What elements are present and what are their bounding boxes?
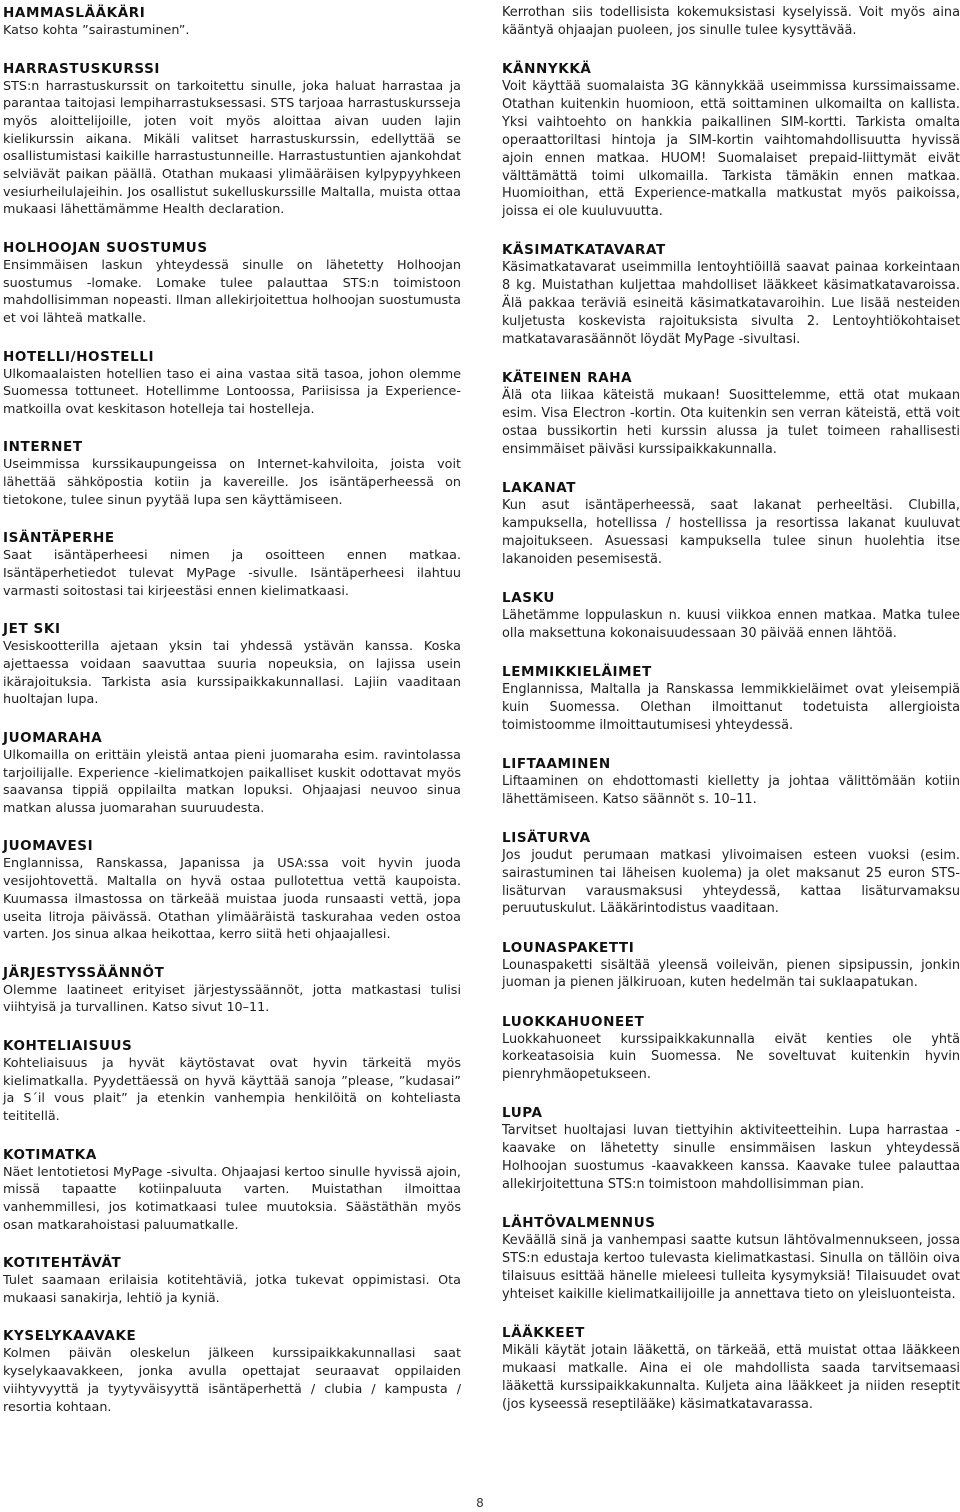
section <box>3 1037 461 1126</box>
section <box>502 589 960 643</box>
section-body: Katso kohta ”sairastuminen”. <box>3 23 190 38</box>
section <box>3 438 461 509</box>
section-body: Lounaspaketti sisältää yleensä voileivän, pienen sipsipussin, jonkin juoman ja pienen jälkiruoan, kuten hedelmän tai suklaapatukan. <box>502 957 960 991</box>
section-body: Näet lentotietosi MyPage -sivulta. Ohjaajasi kertoo sinulle hyvissä ajoin, missä tapaatte kotiinpaluuta varten. Muistathan ilmoittaa vanhemmillesi, jos kotimatkaasi tulee muutoksia. Säästäthän myös osan matkarahoistasi paluumatkalle. <box>3 1164 461 1233</box>
section-heading: HOTELLI/HOSTELLI <box>3 348 155 365</box>
section-body: Ulkomaalaisten hotellien taso ei aina vastaa sitä tasoa, johon olemme Suomessa tottuneet. Hotellimme Lontoossa, Pariisissa ja Experience-matkoilla ovat keskitason hotelleja tai hostelleja. <box>3 366 461 417</box>
section <box>3 964 461 1017</box>
section <box>3 1327 461 1416</box>
left-column <box>3 4 461 1436</box>
section-body: Älä ota liikaa käteistä mukaan! Suosittelemme, että otat mukaan esim. Visa Electron -kortin. Ota kuitenkin sen verran käteistä, että voit ostaa bussikortin heti kurssin alussa ja tulet toimeen rahallisesti ensimmäiset päiväsi kurssipaikkakunnalla. <box>502 388 960 457</box>
section-heading: JUOMARAHA <box>3 729 103 746</box>
section-body: Englannissa, Maltalla ja Ranskassa lemmikkieläimet ovat yleisempiä kuin Suomessa. Olethan ilmoittanut todetuista allergioista toimistoomme ilmoittautumisesi yhteydessä. <box>502 681 960 733</box>
section-body: Lähetämme loppulaskun n. kuusi viikkoa ennen matkaa. Matka tulee olla maksettuna kokonaisuudessaan 30 päivää ennen lähtöä. <box>502 607 960 641</box>
section-heading: LÄÄKKEET <box>502 1325 585 1342</box>
section <box>3 1254 461 1307</box>
section-heading: LEMMIKKIELÄIMET <box>502 663 652 680</box>
section <box>502 755 960 809</box>
section-body: Kun asut isäntäperheessä, saat lakanat perheeltäsi. Clubilla, kampuksella, hotellissa / hostellissa ja resortissa lakanat kuuluvat majoitukseen. Asuessasi kampuksella tulee sinun huolehtia itse lakanoiden pesemisestä. <box>502 497 960 567</box>
section-heading: LUOKKAHUONEET <box>502 1013 645 1030</box>
section <box>502 663 960 735</box>
section <box>3 4 461 40</box>
section-heading: HARRASTUSKURSSI <box>3 60 161 77</box>
section-heading: LISÄTURVA <box>502 829 591 846</box>
section-heading: LÄHTÖVALMENNUS <box>502 1215 656 1232</box>
section-body: Vesiskootterilla ajetaan yksin tai yhdessä ystävän kanssa. Koska ajettaessa voidaan saavuttaa suuria nopeuksia, on lajissa usein ikärajoituksia. Tarkista asia kurssipaikkakunnallasi. Lajiin vaaditaan huoltajan lupa. <box>3 639 461 708</box>
section-body: STS:n harrastuskurssit on tarkoitettu sinulle, joka haluat harrastaa ja parantaa taitojasi lempiharrastuksessasi. STS tarjoaa harrastuskursseja myös aloittelijoille, joten voit myös aloittaa aivan uuden lajin kielikurssin aikana. Mikäli valitset harrastuskurssin, edellyttää se osallistumistasi kaikille harrastustunneille. Harrastustuntien ajankohdat selviävät paikan päällä. Otathan mukaasi ylimääräisen kylpypyyhkeen vesiurheilulajeihin. Jos osallistut sukelluskurssille Maltalla, muista ottaa mukaasi lähettämämme Health declaration. <box>3 78 461 218</box>
section <box>3 837 461 944</box>
section-body: Saat isäntäperheesi nimen ja osoitteen ennen matkaa. Isäntäperhetiedot tulevat MyPage -sivulle. Isäntäperheesi ilahtuu varmasti soitostasi tai kirjeestäsi ennen kielimatkaasi. <box>3 548 461 599</box>
section <box>502 829 960 919</box>
section-body: Olemme laatineet erityiset järjestyssäännöt, jotta matkastasi tulisi viihtyisä ja turvallinen. Katso sivut 10–11. <box>3 982 461 1016</box>
section-heading: LUPA <box>502 1105 543 1122</box>
section <box>502 939 960 993</box>
section-body: Mikäli käytät jotain lääkettä, on tärkeää, että muistat ottaa lääkkeen mukaasi matkalle. Aina ei ole mahdollista saada tarvitsemaasi lääkettä kurssipaikkakunnalta. Kuljeta aina lääkkeet ja niiden reseptit (jos kyseessä reseptilääke) käsimatkatavarassa. <box>502 1343 960 1412</box>
section <box>502 1324 960 1414</box>
section-heading: JÄRJESTYSSÄÄNNÖT <box>3 964 165 981</box>
section-body: Tarvitset huoltajasi luvan tiettyihin aktiviteetteihin. Lupa harrastaa -kaavake on lähetetty sinulle ensimmäisen laskun yhteydessä Holhoojan suostumus -kaavakkeen kanssa. Kaavake tulee palauttaa allekirjoitettuna STS:n toimistoon mahdollisimman pian. <box>502 1123 960 1193</box>
section <box>3 348 461 419</box>
section <box>3 60 461 220</box>
section-body: Voit käyttää suomalaista 3G kännykkää useimmissa kurssimaissame. Otathan kuitenkin huomioon, että soittaminen ulkomailta on kallista. Yksi vaihtoehto on hankkia paikallinen SIM-kortti. Tarkista omalta operaattoriltasi hintoja ja SIM-kortin vaihtomahdollisuutta hyvissä ajoin ennen matkaa. HUOM! Suomalaiset prepaid-liittymät eivät välttämättä toimi ulkomailla. Tarkista tämäkin ennen matkaa. Huomioithan, että Experience-matkalla matkustat myös paikoissa, joissa ei ole kuuluvuutta. <box>502 79 960 220</box>
section-heading: KOTIMATKA <box>3 1146 97 1163</box>
section-body: Englannissa, Ranskassa, Japanissa ja USA:ssa voit hyvin juoda vesijohtovettä. Maltalla on hyvä ostaa pullotettua vettä kaupoista. Kuumassa ilmastossa on tärkeää muistaa juoda runsaasti vettä, jopa useita litroja päivässä. Otathan ylimääräistä taskurahaa veden ostoa varten. Jos sinua alkaa heikottaa, kerro siitä heti ohjaajallesi. <box>3 856 461 943</box>
section-body: Tulet saamaan erilaisia kotitehtäviä, jotka tukevat oppimistasi. Ota mukaasi sanakirja, lehtiö ja kyniä. <box>3 1273 461 1306</box>
section-heading: KÄNNYKKÄ <box>502 61 592 77</box>
section-heading: LIFTAAMINEN <box>502 755 611 772</box>
section <box>502 1214 960 1304</box>
section <box>502 1104 960 1194</box>
section-body: Kohteliaisuus ja hyvät käytöstavat ovat hyvin tärkeitä myös kielimatkalla. Pyydettäessä on hyvä käyttää sanoja ”please, ”kudasai” ja S´il vous plait” ja etenkin vanhempia henkilöitä on kohteliasta teititellä. <box>3 1055 461 1125</box>
section-body: Keväällä sinä ja vanhempasi saatte kutsun lähtövalmennukseen, jossa STS:n edustaja kertoo tulevasta kielimatkastasi. Sinulla on tällöin oiva tilaisuus esittää hänelle mieleesi tulleita kysymyksiä! Tilaisuudet ovat yhteiset kaikille kielimatkailijoille ja annettava tieto on yleisluonteista. <box>502 1233 960 1302</box>
section <box>3 620 461 709</box>
section-heading: ISÄNTÄPERHE <box>3 530 115 547</box>
section <box>3 729 461 818</box>
section-heading: LOUNASPAKETTI <box>502 939 635 956</box>
section-heading: KOTITEHTÄVÄT <box>3 1255 122 1272</box>
section <box>502 479 960 569</box>
section-heading: KYSELYKAAVAKE <box>3 1328 137 1345</box>
right-column <box>502 4 960 1434</box>
section-body: Ensimmäisen laskun yhteydessä sinulle on lähetetty Holhoojan suostumus -lomake. Lomake tulee palauttaa STS:n toimistoon mahdollisimman nopeasti. Ilman allekirjoitettua holhoojan suostumusta et voi lähteä matkalle. <box>3 257 461 327</box>
section-heading: KOHTELIAISUUS <box>3 1037 133 1054</box>
section-body: Useimmissa kurssikaupungeissa on Internet-kahviloita, joista voit lähettää sähköpostia kotiin ja kavereille. Jos isäntäperheessä on tietokone, tulee sinun pyytää lupa sen käyttämiseen. <box>3 457 461 508</box>
section-body: Käsimatkatavarat useimmilla lentoyhtiöillä saavat painaa korkeintaan 8 kg. Muistathan kuljettaa mahdolliset lääkkeet käsimatkatavaroissa. Älä pakkaa teräviä esineitä käsimatkatavaroihin. Lue lisää nesteiden kuljetusta koskevista rajoituksista sivulta 2. Lentoyhtiökohtaiset matkatavarasäännöt löydät MyPage -sivultasi. <box>502 260 960 348</box>
section-body: Kolmen päivän oleskelun jälkeen kurssipaikkakunnallasi saat kyselykaavakkeen, jonka avulla opettajat seuraavat oppilaiden viihtyvyyttä ja tyytyväisyyttä isäntäperhettä / clubia / kampusta / resortia kohtaan. <box>3 1346 461 1415</box>
section <box>502 4 960 40</box>
section-body: Kerrothan siis todellisista kokemuksistasi kyselyissä. Voit myös aina kääntyä ohjaajan puoleen, jos sinulle tulee kysyttävää. <box>502 5 960 38</box>
section-heading: INTERNET <box>3 439 83 456</box>
section-body: Ulkomailla on erittäin yleistä antaa pieni juomaraha esim. ravintolassa tarjoilijalle. Experience -kielimatkojen paikalliset kuskit odottavat myös saavansa tippiä oppilailta matkan lopuksi. Ohjaajasi neuvoo sinua matkan alussa juomarahan suuruudesta. <box>3 747 461 816</box>
section-heading: JUOMAVESI <box>3 838 94 855</box>
page-number: 8 <box>476 1496 484 1510</box>
section <box>502 369 960 459</box>
section-heading: KÄTEINEN RAHA <box>502 370 633 387</box>
section-body: Jos joudut perumaan matkasi ylivoimaisen esteen vuoksi (esim. sairastuminen tai läheisen kuolema) ja olet maksanut 25 euron STS-lisäturvan varausmaksusi yhteydessä, kattaa lisäturvamaksu peruutuskulut. Lääkärintodistus vaaditaan. <box>502 847 960 917</box>
section <box>3 239 461 328</box>
section <box>3 1146 461 1235</box>
section-heading: HAMMASLÄÄKÄRI <box>3 5 146 21</box>
section <box>502 60 960 221</box>
section <box>502 241 960 349</box>
section <box>502 1013 960 1085</box>
section-heading: JET SKI <box>3 621 61 638</box>
section-heading: LASKU <box>502 589 555 606</box>
section-body: Luokkahuoneet kurssipaikkakunnalla eivät kenties ole yhtä korkeatasoisia kuin Suomessa. Ne soveltuvat kuitenkin hyvin pienryhmäopetukseen. <box>502 1031 960 1083</box>
section-heading: HOLHOOJAN SUOSTUMUS <box>3 239 208 256</box>
section-body: Liftaaminen on ehdottomasti kielletty ja johtaa välittömään kotiin lähettämiseen. Katso säännöt s. 10–11. <box>502 773 960 807</box>
section-heading: KÄSIMATKATAVARAT <box>502 242 666 259</box>
section <box>3 529 461 600</box>
section-heading: LAKANAT <box>502 479 577 496</box>
